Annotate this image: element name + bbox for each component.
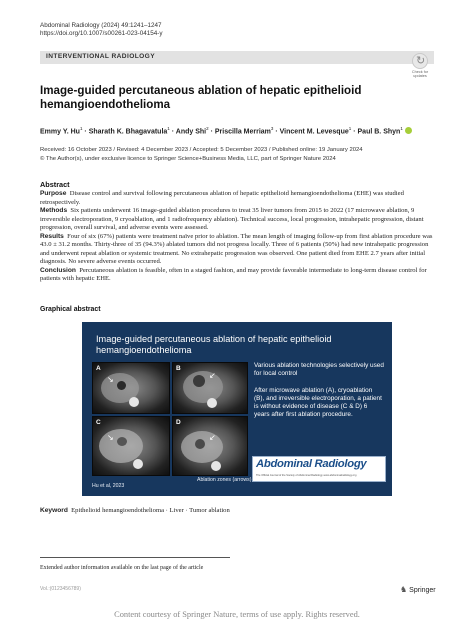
article-title: Image-guided percutaneous ablation of hepatic epithelioid hemangioendothelioma xyxy=(40,84,362,111)
purpose-text: Disease control and survival following percutaneous ablation of hepatic epithelioid hemangioendothelioma (EHE) was studied retrospectively. xyxy=(40,190,404,206)
keywords xyxy=(40,507,434,514)
doi-link[interactable]: https://doi.org/10.1007/s00261-023-04154-y xyxy=(40,30,163,38)
conclusion-label: Conclusion xyxy=(40,266,76,274)
conclusion-text: Percutaneous ablation is feasible, often in a staged fashion, and may provide favorable intermediate to long-term disease control for patients with hepatic EHE. xyxy=(40,266,427,283)
journal-reference xyxy=(40,22,163,39)
footnote: Extended author information available on the last page of the article xyxy=(40,565,204,571)
author-list: Emmy Y. $Hu^1$ · Sharath K. Bhagavatula$^1$ · Andy Shi$^2$ · Priscilla Merriam$^3$ · Vincent M. Levesque$^1$ · Paul B. Shyn$^1$ xyxy=(40,124,440,136)
author-name[interactable]: Vincent M. Levesque xyxy=(279,128,349,136)
logo-tagline: The Official Journal of the Society of Abdominal Radiology www.abdominalradiology.org xyxy=(256,474,357,477)
author-name[interactable]: Andy Shi xyxy=(175,128,207,136)
graphical-abstract xyxy=(82,322,392,496)
footnote-divider xyxy=(40,557,230,558)
ct-scan-c xyxy=(92,416,170,476)
journal-citation: Abdominal Radiology (2024) 49:1241–1247 xyxy=(40,22,162,29)
arrow-icon: ↘ xyxy=(107,375,114,384)
ablation-zone xyxy=(195,439,205,449)
keyword-label: Keyword xyxy=(40,507,68,514)
ga-text-technologies: Various ablation technologies selectively used for local control xyxy=(254,362,384,378)
spine-shape xyxy=(129,397,139,407)
abstract-conclusion xyxy=(40,267,434,284)
panel-label: C xyxy=(96,419,101,426)
copyright-line: © The Author(s), under exclusive licence to Springer Science+Business Media, LLC, part of Springer Nature 2024 xyxy=(40,155,336,162)
arrow-icon: ↘ xyxy=(107,433,114,442)
journal-logo xyxy=(252,456,386,482)
check-for-updates-icon: ↻ xyxy=(412,53,428,69)
courtesy-notice: Content courtesy of Springer Nature, terms of use apply. Rights reserved. xyxy=(114,610,360,619)
panel-label: A xyxy=(96,365,101,372)
abstract-body xyxy=(40,190,434,284)
author-name[interactable]: Emmy Y. Hu xyxy=(40,128,80,136)
author-affiliation: 3 xyxy=(270,126,274,131)
graphical-abstract-heading: Graphical abstract xyxy=(40,306,101,313)
arrow-icon: ↙ xyxy=(209,433,216,442)
ct-scan-d xyxy=(172,416,248,476)
check-for-updates-button[interactable] xyxy=(406,53,434,81)
abstract-methods xyxy=(40,207,434,233)
ablation-zone xyxy=(193,375,205,387)
liver-shape xyxy=(99,429,143,463)
author-name[interactable]: Priscilla Merriam xyxy=(214,128,271,136)
results-label: Results xyxy=(40,232,64,240)
logo-wordmark: Abdominal Radiology xyxy=(256,458,367,470)
ablation-zone xyxy=(117,437,127,446)
results-text: Four of six (67%) patients were treatment naïve prior to ablation. The mean length of imaging follow-up from first ablation procedure was 43.0 ± 31.2 months. Thirty-three of 35 (94.3%) ablated tumors did not progress locally. Three of 6 patients (50%) had new intrahepatic progression and underwent repeat ablation or systemic treatment. No extrahepatic progression was observed. One patient died from EHE 2.7 years after initial diagnosis. No severe adverse events occurred. xyxy=(40,232,433,266)
publisher-mark xyxy=(400,585,436,594)
ct-scan-b xyxy=(172,362,248,414)
orcid-icon[interactable] xyxy=(405,127,412,134)
methods-text: Six patients underwent 16 image-guided ablation procedures to treat 35 liver tumors from 2015 to 2022 (17 microwave ablation, 9 irreversible electroporation, 9 cryoablation, and 1 radiofrequency ablation). Technical success, local progression, intrahepatic progression, distant progression, overall survival, and adverse events were assessed. xyxy=(40,207,424,232)
ablation-zone xyxy=(117,381,126,390)
author-name[interactable]: Sharath K. Bhagavatula xyxy=(88,128,168,136)
abstract-purpose xyxy=(40,190,434,207)
methods-label: Methods xyxy=(40,207,68,215)
purpose-label: Purpose xyxy=(40,190,67,197)
graphical-abstract-text xyxy=(254,362,384,428)
panel-label: D xyxy=(176,419,181,426)
publication-dates xyxy=(40,146,440,163)
section-band xyxy=(40,51,434,64)
abstract-heading: Abstract xyxy=(40,180,70,189)
ga-citation: Hu et al, 2023 xyxy=(92,483,125,489)
publisher-name: Springer xyxy=(409,587,436,594)
ct-scan-a xyxy=(92,362,170,414)
abstract-results xyxy=(40,233,434,267)
author-affiliation: 2 xyxy=(206,126,209,131)
graphical-abstract-title: Image-guided percutaneous ablation of hepatic epithelioid hemangioendothelioma xyxy=(96,334,332,355)
keyword-list: Epithelioid hemangioendothelioma · Liver · Tumor ablation xyxy=(71,507,230,514)
section-label: INTERVENTIONAL RADIOLOGY xyxy=(46,53,156,60)
author-affiliation: 1 xyxy=(79,126,83,131)
page-identifier: Vol.:(0123456789) xyxy=(40,586,81,592)
spine-shape xyxy=(133,459,143,469)
ga-caption: Ablation zones (arrows) xyxy=(197,477,252,483)
panel-label: B xyxy=(176,365,181,372)
check-for-updates-label: Check for updates xyxy=(411,70,429,79)
history-dates: Received: 16 October 2023 / Revised: 4 December 2023 / Accepted: 5 December 2023 / Published online: 19 January 2024 xyxy=(40,147,363,153)
author-affiliation: 1 xyxy=(348,126,352,131)
author-name[interactable]: Paul B. Shyn xyxy=(357,128,401,136)
spine-shape xyxy=(211,461,221,471)
arrow-icon: ↙ xyxy=(209,371,216,380)
spine-shape xyxy=(207,398,217,408)
springer-horse-icon: ♞ xyxy=(400,585,408,594)
ga-text-outcome: After microwave ablation (A), cryoablation (B), and irreversible electroporation, a patient is without evidence of disease (C & D) 6 years after first ablation procedure. xyxy=(254,386,382,419)
author-affiliation: 1 xyxy=(167,126,170,131)
author-affiliation: 1 xyxy=(400,126,403,131)
